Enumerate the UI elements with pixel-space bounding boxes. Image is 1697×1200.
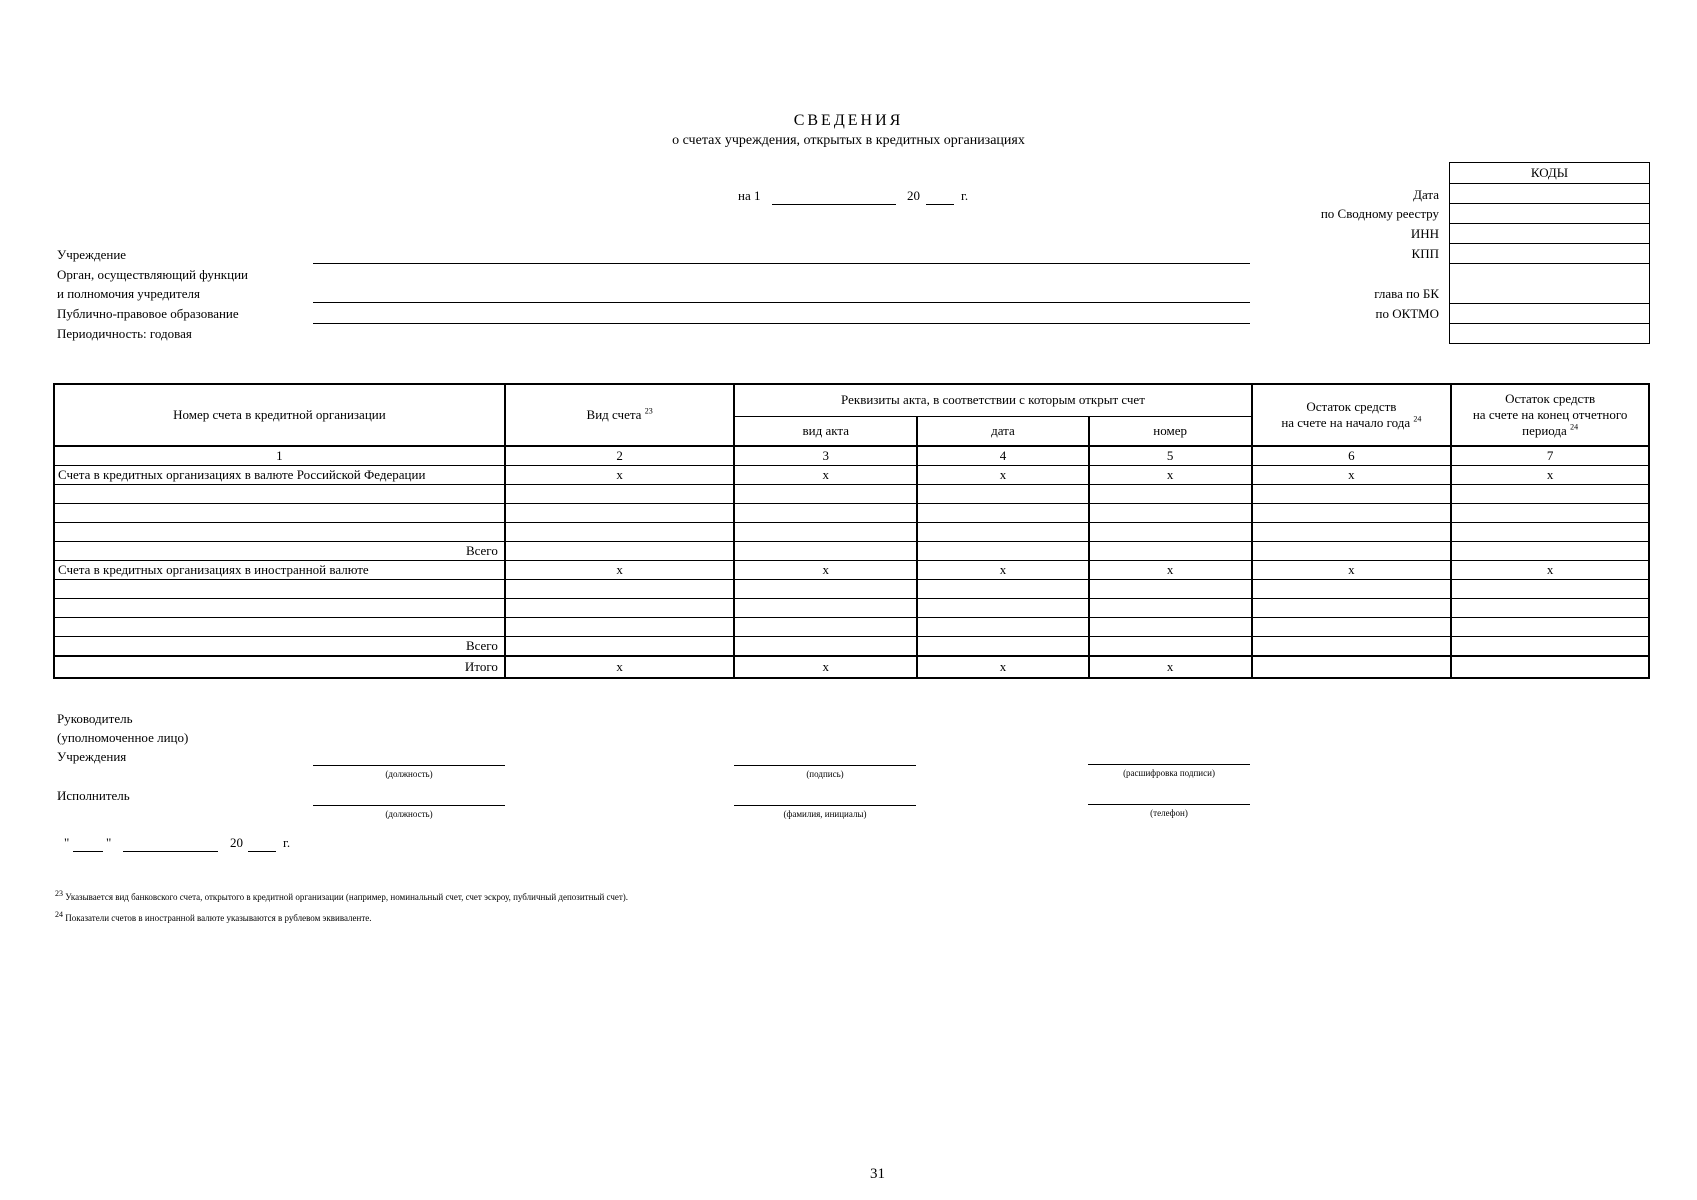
header-act-type: вид акта [734,416,917,446]
grand-total-cell[interactable] [1252,656,1452,678]
mark-cell: x [734,561,917,580]
caption-decoding: (расшифровка подписи) [1123,768,1215,778]
caption-signature: (подпись) [806,769,844,779]
mark-cell: x [734,466,917,485]
label-head-line1: Руководитель [57,711,133,726]
total-cell[interactable] [917,637,1089,657]
executor-position-field[interactable] [313,805,505,806]
code-field-bk-head[interactable] [1450,263,1649,303]
header-act-date: дата [917,416,1089,446]
footnote-24: $^{24}$ Показатели счетов в иностранной валюте указываются в рублевом эквиваленте. [55,910,372,923]
code-field-kpp[interactable] [1450,243,1649,263]
executor-phone-field[interactable] [1088,804,1250,805]
table-row[interactable] [54,599,1649,618]
mark-cell: x [917,561,1089,580]
code-label-registry: по Сводному реестру [1320,206,1439,221]
total-cell[interactable] [505,542,735,561]
col-num-4: 4 [917,446,1089,466]
date-prefix: на 1 [738,188,761,203]
column-number-row [54,446,1649,466]
col-num-2: 2 [505,446,735,466]
total-label: Всего [54,542,505,561]
caption-phone: (телефон) [1150,808,1188,818]
page-number: 31 [870,1166,885,1182]
date-year-prefix: 20 [907,188,920,203]
total-label: Всего [54,637,505,657]
sign-date-month-field[interactable] [123,851,218,852]
code-label-kpp: КПП [1411,246,1439,261]
sign-date-year-prefix: 20 [230,835,243,850]
section-rub-label: Счета в кредитных организациях в валюте Российской Федерации [54,466,505,485]
total-foreign-row [54,637,1649,657]
code-field-inn[interactable] [1450,223,1649,243]
section-foreign-row [54,561,1649,580]
col-num-1: 1 [54,446,505,466]
sign-date-year-field[interactable] [248,851,276,852]
code-field-registry[interactable] [1450,203,1649,223]
mark-cell: x [917,466,1089,485]
total-rub-row [54,542,1649,561]
total-cell[interactable] [1089,637,1252,657]
mark-cell: x [1089,466,1252,485]
header-account-type: Вид счета $^{23}$ [505,384,735,446]
document-title: СВЕДЕНИЯ [793,112,904,129]
code-label-date: Дата [1413,187,1439,202]
caption-name: (фамилия, инициалы) [783,809,867,819]
date-year-field[interactable] [926,204,954,205]
code-label-bk-head: глава по БК [1374,286,1439,301]
col-num-6: 6 [1252,446,1452,466]
mark-cell: x [734,656,917,678]
public-entity-field[interactable] [313,323,1250,324]
date-quote-open: " [64,835,70,850]
code-field-oktmo[interactable] [1450,303,1649,323]
codes-title: КОДЫ [1530,165,1569,180]
label-institution: Учреждение [57,247,127,262]
header-balance-start: Остаток средств на счете на начало года $^{24}$ [1252,384,1452,446]
total-cell[interactable] [1451,542,1649,561]
table-header-row [54,384,1649,416]
label-authority-line1: Орган, осуществляющий функции [57,267,248,282]
mark-cell: x [1451,466,1649,485]
mark-cell: x [1252,466,1452,485]
mark-cell: x [505,466,735,485]
head-signature-field[interactable] [734,765,916,766]
document-subtitle: о счетах учреждения, открытых в кредитных организациях [672,133,1025,148]
total-cell[interactable] [917,542,1089,561]
label-periodicity: Периодичность: годовая [57,326,192,341]
mark-cell: x [505,561,735,580]
head-decoding-field[interactable] [1088,764,1250,765]
total-cell[interactable] [1451,637,1649,657]
institution-field[interactable] [313,263,1250,264]
total-cell[interactable] [734,637,917,657]
sign-date-suffix: г. [283,835,291,850]
total-cell[interactable] [734,542,917,561]
label-head-line3: Учреждения [57,749,127,764]
grand-total-row [54,656,1649,678]
mark-cell: x [505,656,735,678]
caption-position-2: (должность) [385,809,433,819]
header-balance-end: Остаток средств на счете на конец отчетного периода $^{24}$ [1451,384,1649,446]
date-quote-close: " [106,835,112,850]
section-rub-row [54,466,1649,485]
header-account-number: Номер счета в кредитной организации [54,384,505,446]
footnote-23: $^{23}$ Указывается вид банковского счета, открытого в кредитной организации (например, номинальный счет, счет эскроу, публичный депозитный счет). [55,889,629,902]
accounts-table [53,383,1650,679]
mark-cell: x [1089,656,1252,678]
code-label-inn: ИНН [1410,226,1439,241]
code-label-oktmo: по ОКТМО [1375,306,1439,321]
date-day-month-field[interactable] [772,204,896,205]
sign-date-day-field[interactable] [73,851,103,852]
section-foreign-label: Счета в кредитных организациях в иностранной валюте [54,561,505,580]
mark-cell: x [917,656,1089,678]
total-cell[interactable] [1252,542,1452,561]
table-row[interactable] [54,523,1649,542]
label-authority-line2: и полномочия учредителя [57,286,200,301]
table-row[interactable] [54,618,1649,637]
caption-position: (должность) [385,769,433,779]
total-cell[interactable] [1252,637,1452,657]
code-field-date[interactable] [1450,183,1649,203]
authority-field[interactable] [313,302,1250,303]
header-act-details: Реквизиты акта, в соответствии с которым открыт счет [734,384,1251,416]
col-num-3: 3 [734,446,917,466]
mark-cell: x [1252,561,1452,580]
date-suffix: г. [961,188,969,203]
label-executor: Исполнитель [57,788,130,803]
executor-name-field[interactable] [734,805,916,806]
grand-total-label: Итого [54,656,505,678]
col-num-5: 5 [1089,446,1252,466]
col-num-7: 7 [1451,446,1649,466]
mark-cell: x [1451,561,1649,580]
header-act-number: номер [1089,416,1252,446]
table-row[interactable] [54,485,1649,504]
label-public-entity: Публично-правовое образование [57,306,239,321]
total-cell[interactable] [505,637,735,657]
mark-cell: x [1089,561,1252,580]
table-row[interactable] [54,580,1649,599]
codes-box [1449,162,1650,344]
code-field-periodicity[interactable] [1450,323,1649,343]
grand-total-cell[interactable] [1451,656,1649,678]
label-head-line2: (уполномоченное лицо) [57,730,189,745]
total-cell[interactable] [1089,542,1252,561]
head-position-field[interactable] [313,765,505,766]
table-row[interactable] [54,504,1649,523]
